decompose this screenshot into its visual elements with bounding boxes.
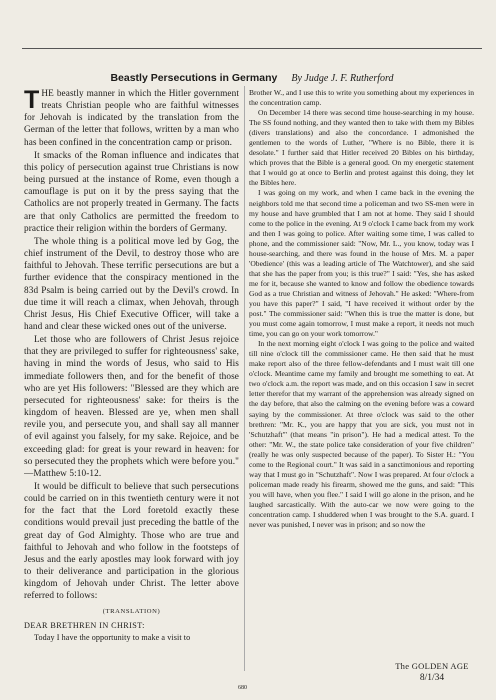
footer [384, 661, 480, 683]
drop-cap: T [24, 88, 40, 114]
column-divider [244, 86, 245, 671]
top-rule [22, 48, 482, 49]
page-number: 680 [238, 685, 247, 691]
magazine-name: The GOLDEN AGE [395, 661, 469, 671]
paragraph-intro [24, 88, 239, 149]
paragraph-rejoice: Let those who are followers of Christ Jesus rejoice that they are privileged to suffer for righteousness' sake, having in mind the words of Jesus, who said to His immediate followers then, and for the benefit of those who are yet His followers: "Blessed are they which are persecuted for righteousness' sake: for theirs is the kingdom of heaven. Blessed are ye, when men shall revile you, and persecute you, and shall say all manner of evil against you falsely, for my sake. Rejoice, and be exceeding glad: for great is your reward in heaven: for so persecuted they the prophets which were before you." —Matthew 5:10-12. [24, 335, 239, 479]
article-header [22, 68, 482, 86]
paragraph-roman-influence: It smacks of the Roman influence and indicates that this policy of persecution against true Christians is now being pursued at the instance of Rome, even though a camouflage is put on it by the press saying that the Catholics are not properly treated in Germany. The facts are that only Catholics are permitted the freedom to practice their religion within the borders of Germany. [24, 150, 239, 234]
left-column [24, 88, 239, 673]
letter-salutation: DEAR BRETHREN IN CHRIST: [24, 620, 145, 630]
issue-date: 8/1/34 [419, 673, 445, 683]
paragraph-intro-text: HE beastly manner in which the Hitler government treats Christian people who are faithful witnesses for Jehovah is indicated by the translation from the German of the letter that follows, written by a man who has been confined in the concentration camp or prison. [24, 89, 239, 148]
letter-paragraph-1: Brother W., and I use this to write you something about my experiences in the concentration camp. [249, 88, 474, 108]
translation-label: (TRANSLATION) [102, 607, 161, 615]
letter-opening: Today I have the opportunity to make a visit to [34, 632, 191, 642]
right-column [249, 88, 474, 648]
letter-paragraph-4: In the next morning eight o'clock I was going to the police and waited till nine o'clock till the commissioner came. He then said that he must make report also of the three fellow-defendants and I must wait till one o'clock. Meantime came my family and brought me something to eat. At two o'clock a.m. the report was made, and on this occasion I saw in secret letter therefor that my warrant of the apprehension was already signed on the day before, that also the calming on the evening before was a coward saying by the commissioner. At three o'clock was said to the other brethren: "Mr. K., you are happy that you are sick, you must not in 'Schutzhaft'" (that means "in prison"). He had a medical attest. To the other: "Mr. W., the state police take consideration of your five children" (really he was only suspected because of the paper). To Sister H.: "You come to the Regional court." It was said in a sanctimonious and reporting way that I must go in "Schutzhaft". Now I was prepared. At four o'clock a policeman made ready his firearm, showed me the guns, and said: "This you will have, when you flee." I said I will go alone in the prison, and he laughed sarcastically. With the auto-car we now were going to the concentration camp. I shuddered when I was brought to the S.A. guard. I never was punished, I never was in prison; and so now the [249, 339, 474, 530]
article-byline: By Judge J. F. Rutherford [291, 73, 394, 84]
letter-paragraph-2: On December 14 there was second time house-searching in my house. The SS found nothing, and they wanted then to take with them my Bibles (divers translations) and also the concordance. I admonished the gentlemen to the words of Luther, "Where is no Bible, there it is desolate." I further said that Hitler received 20 Bibles on his birthday, which proves that the Bible is a general good. On my energetic statement that I would go at once to Berlin and protest against this doing, they let the Bibles here. [249, 108, 474, 188]
paragraph-political-move: The whole thing is a political move led by Gog, the chief instrument of the Devil, to destroy those who are faithful to Jehovah. These terrific persecutions are but a further evidence that the conspiracy mentioned in the 83d Psalm is being carried out by the Devil's crowd. In due time it will reach a climax, when Jehovah, through Christ Jesus, His Chief Executive Officer, will take a hand and clear these wicked ones out of the universe. [24, 236, 239, 332]
letter-paragraph-3: I was going on my work, and when I came back in the evening the neighbors told me that second time a policeman and two SS-men were in my house and have grumbled that I am not at home. They said I should come to the police in the evening. At 9 o'clock I came back from my work and then I was going to police. After waiting some time, I was called to phone, and the commissioner said: "Now, Mr. L., you know, today was I house-searching, and there was found in the house of Mrs. M. a paper 'Obedience' (this was a leading article of The Watchtower), and she said that she has the paper from you; is this true?" I said: "Yes, she has asked me for it, because she wanted to know and follow the obedience towards God as a true Christian and witness of Jehovah." He asked: "Where-from you have this paper?" I said, "I have received it without order by the post." The commissioner said: "When this is true the matter is done, but you must come again tomorrow, I must make a report, it needs not much time, you can go on your work tomorrow." [249, 188, 474, 339]
paragraph-difficult-to-believe: It would be difficult to believe that such persecutions could be carried on in this twentieth century were it not for the fact that the Lord foretold exactly these conditions would prevail just preceding the battle of the great day of God Almighty. Those who are true and faithful to Jehovah and who follow in the footsteps of Jesus and the early apostles may look forward with joy to their deliverance and participation in the glorious kingdom of Jehovah under Christ. The letter above referred to follows: [24, 482, 239, 602]
article-title: Beastly Persecutions in Germany [110, 72, 278, 84]
